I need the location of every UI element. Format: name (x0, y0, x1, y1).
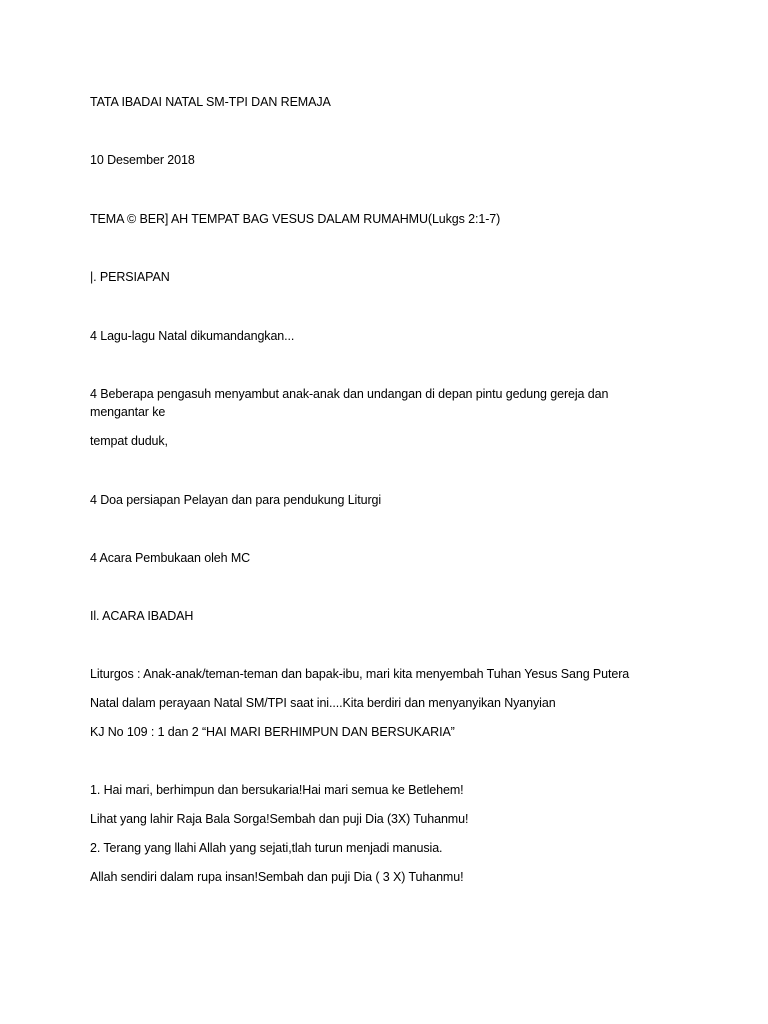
preparation-item-continuation: tempat duduk, (90, 434, 168, 448)
song-line: 1. Hai mari, berhimpun dan bersukaria!Hai mari semua ke Betlehem! (90, 783, 464, 797)
liturgy-line: Natal dalam perayaan Natal SM/TPI saat ini....Kita berdiri dan menyanyikan Nyanyian (90, 696, 556, 710)
liturgy-line: Liturgos : Anak-anak/teman-teman dan bapak-ibu, mari kita menyembah Tuhan Yesus Sang Putera (90, 667, 630, 681)
preparation-item: 4 Acara Pembukaan oleh MC (90, 551, 251, 565)
preparation-item: 4 Lagu-lagu Natal dikumandangkan... (90, 329, 295, 343)
section-heading-acara-ibadah: Il. ACARA IBADAH (90, 609, 194, 623)
preparation-item: 4 Doa persiapan Pelayan dan para pendukung Liturgi (90, 493, 382, 507)
preparation-item: 4 Beberapa pengasuh menyambut anak-anak dan undangan di depan pintu gedung gereja dan (90, 387, 609, 401)
section-heading-persiapan: |. PERSIAPAN (90, 270, 170, 284)
document-theme: TEMA © BER] AH TEMPAT BAG VESUS DALAM RUMAHMU(Lukgs 2:1-7) (90, 212, 501, 226)
song-line: Lihat yang lahir Raja Bala Sorga!Sembah dan puji Dia (3X) Tuhanmu! (90, 812, 469, 826)
document-title: TATA IBADAI NATAL SM-TPI DAN REMAJA (90, 95, 331, 109)
preparation-item-continuation: mengantar ke (90, 405, 166, 419)
song-line: Allah sendiri dalam rupa insan!Sembah dan puji Dia ( 3 X) Tuhanmu! (90, 870, 464, 884)
song-line: 2. Terang yang llahi Allah yang sejati,tlah turun menjadi manusia. (90, 841, 443, 855)
document-date: 10 Desember 2018 (90, 153, 195, 167)
liturgy-line: KJ No 109 : 1 dan 2 “HAI MARI BERHIMPUN DAN BERSUKARIA” (90, 725, 455, 739)
